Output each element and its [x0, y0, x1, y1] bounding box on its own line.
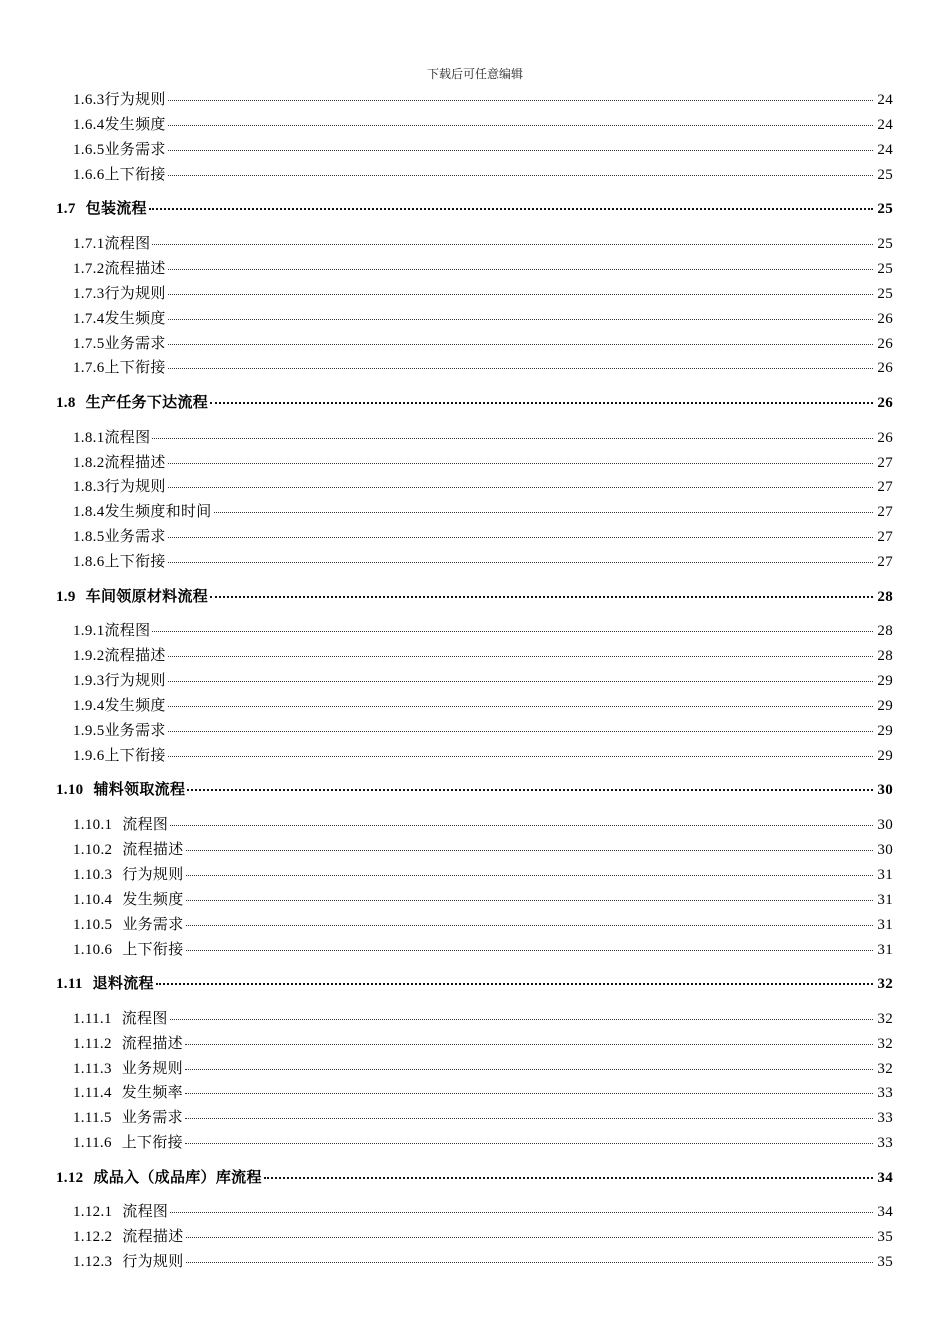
toc-page-number: 29 — [877, 747, 893, 764]
toc-page-number: 29 — [877, 698, 893, 714]
toc-dot-leader — [168, 546, 873, 566]
toc-entry-label: 发生频度 — [104, 698, 166, 714]
toc-subsection-entry[interactable] — [73, 809, 893, 835]
toc-subsection-entry[interactable] — [73, 471, 893, 497]
toc-dot-leader — [170, 1196, 873, 1216]
toc-entry-label: 包装流程 — [85, 201, 147, 218]
toc-dot-leader — [168, 447, 873, 467]
toc-subsection-entry[interactable] — [73, 328, 893, 354]
toc-subsection-entry[interactable] — [73, 909, 893, 935]
toc-dot-leader — [152, 228, 873, 248]
toc-dot-leader — [170, 1003, 873, 1023]
toc-entry-number: 1.6.6 — [73, 166, 105, 183]
toc-dot-leader — [168, 740, 873, 760]
toc-entry-number: 1.12.2 — [73, 1229, 113, 1246]
toc-entry-label: 流程描述 — [122, 841, 184, 858]
toc-entry-label: 发生频率 — [121, 1085, 183, 1102]
toc-entry-label: 行为规则 — [104, 92, 166, 108]
toc-subsection-entry[interactable] — [73, 253, 893, 279]
toc-entry-number: 1.9.2 — [73, 648, 105, 665]
toc-section-entry[interactable] — [56, 968, 893, 994]
toc-dot-leader — [185, 1127, 873, 1147]
toc-page-number: 27 — [877, 529, 893, 546]
toc-entry-number: 1.12 — [56, 1169, 84, 1186]
toc-page-number: 28 — [877, 623, 893, 640]
toc-page-number: 32 — [877, 1035, 893, 1052]
toc-entry-number: 1.9.3 — [73, 673, 105, 690]
toc-page-number: 26 — [877, 310, 893, 327]
toc-dot-leader — [170, 809, 873, 829]
toc-entry-label: 行为规则 — [122, 1254, 184, 1271]
toc-entry-number: 1.11.3 — [73, 1060, 112, 1077]
toc-entry-number: 1.6.5 — [73, 141, 105, 158]
toc-page-number: 35 — [877, 1254, 893, 1271]
toc-entry-label: 流程描述 — [122, 1229, 184, 1246]
toc-subsection-entry[interactable] — [73, 1102, 893, 1128]
toc-page-number: 31 — [877, 891, 893, 908]
toc-entry-number: 1.7.3 — [73, 285, 105, 302]
toc-subsection-entry[interactable] — [73, 834, 893, 860]
toc-subsection-entry[interactable] — [73, 1053, 893, 1079]
toc-entry-number: 1.12.3 — [73, 1254, 113, 1271]
toc-page-number: 30 — [877, 841, 893, 858]
toc-subsection-entry[interactable] — [73, 615, 893, 641]
toc-subsection-entry[interactable] — [73, 422, 893, 448]
toc-page-number: 24 — [877, 92, 893, 108]
toc-page-number: 31 — [877, 916, 893, 933]
toc-entry-label: 流程图 — [104, 623, 151, 640]
toc-subsection-entry[interactable] — [73, 665, 893, 691]
toc-dot-leader — [168, 84, 873, 104]
toc-entry-label: 上下衔接 — [104, 554, 166, 571]
toc-entry-label: 上下衔接 — [122, 941, 184, 958]
toc-dot-leader — [214, 496, 873, 516]
toc-dot-leader — [264, 1162, 873, 1182]
toc-page-number: 25 — [877, 285, 893, 302]
toc-section-entry[interactable] — [56, 1162, 893, 1188]
toc-entry-label: 退料流程 — [92, 976, 154, 993]
toc-entry-number: 1.12.1 — [73, 1204, 113, 1221]
toc-subsection-entry[interactable] — [73, 278, 893, 304]
toc-entry-label: 发生频度 — [104, 310, 166, 327]
toc-entry-label: 业务规则 — [121, 1060, 183, 1077]
toc-subsection-entry[interactable] — [73, 496, 893, 522]
toc-entry-label: 发生频度 — [122, 891, 184, 908]
toc-entry-number: 1.8.1 — [73, 429, 105, 446]
toc-entry-label: 流程描述 — [104, 454, 166, 471]
toc-dot-leader — [168, 521, 873, 541]
toc-entry-label: 行为规则 — [104, 673, 166, 690]
toc-dot-leader — [187, 774, 873, 794]
toc-subsection-entry[interactable] — [73, 352, 893, 378]
toc-entry-number: 1.10.4 — [73, 891, 113, 908]
toc-page-number: 25 — [877, 201, 893, 218]
toc-entry-number: 1.10.2 — [73, 841, 113, 858]
toc-entry-number: 1.10.5 — [73, 916, 113, 933]
toc-subsection-entry[interactable] — [73, 934, 893, 960]
toc-entry-label: 生产任务下达流程 — [85, 395, 209, 411]
toc-subsection-entry[interactable] — [73, 690, 893, 716]
toc-dot-leader — [185, 1053, 873, 1073]
toc-entry-label: 流程描述 — [121, 1035, 183, 1052]
toc-section-entry[interactable] — [56, 774, 893, 800]
toc-page-number: 29 — [877, 673, 893, 690]
toc-entry-label: 发生频度 — [104, 116, 166, 133]
toc-page-number: 27 — [877, 504, 893, 521]
toc-entry-number: 1.8.3 — [73, 479, 105, 496]
toc-entry-label: 上下衔接 — [104, 166, 166, 183]
toc-entry-number: 1.10 — [56, 782, 84, 799]
toc-dot-leader — [186, 834, 873, 854]
toc-page-number: 29 — [877, 722, 893, 739]
toc-subsection-entry[interactable] — [73, 1003, 893, 1029]
toc-dot-leader — [186, 934, 873, 954]
toc-entry-label: 行为规则 — [122, 866, 184, 883]
toc-entry-number: 1.7.4 — [73, 310, 105, 327]
toc-dot-leader — [168, 665, 873, 685]
toc-entry-number: 1.9 — [56, 588, 76, 605]
toc-dot-leader — [210, 581, 873, 601]
toc-page-number: 26 — [877, 429, 893, 446]
toc-subsection-entry[interactable] — [73, 228, 893, 254]
toc-entry-label: 辅料领取流程 — [93, 782, 186, 799]
toc-page-number: 24 — [877, 141, 893, 158]
toc-entry-label: 发生频度和时间 — [104, 504, 212, 521]
toc-subsection-entry[interactable] — [73, 640, 893, 666]
toc-page-number: 34 — [877, 1169, 893, 1186]
toc-dot-leader — [186, 1221, 873, 1241]
toc-subsection-entry[interactable] — [73, 1196, 893, 1222]
toc-entry-number: 1.8 — [56, 395, 76, 411]
toc-page-number: 27 — [877, 479, 893, 496]
toc-page-number: 33 — [877, 1110, 893, 1127]
toc-page-number: 31 — [877, 866, 893, 883]
toc-dot-leader — [168, 328, 873, 348]
toc-subsection-entry[interactable] — [73, 740, 893, 766]
toc-dot-leader — [186, 884, 873, 904]
toc-entry-label: 流程描述 — [104, 260, 166, 277]
toc-entry-label: 流程图 — [104, 235, 151, 252]
toc-entry-number: 1.7.1 — [73, 235, 105, 252]
toc-entry-label: 流程图 — [122, 817, 169, 833]
toc-dot-leader — [168, 109, 873, 129]
toc-dot-leader — [168, 690, 873, 710]
toc-page-number: 30 — [877, 817, 893, 833]
toc-entry-number: 1.9.5 — [73, 722, 105, 739]
toc-entry-number: 1.11.6 — [73, 1135, 112, 1152]
toc-dot-leader — [168, 352, 873, 372]
toc-entry-label: 成品入（成品库）库流程 — [93, 1169, 262, 1186]
toc-subsection-entry[interactable] — [73, 521, 893, 547]
toc-subsection-entry[interactable] — [73, 303, 893, 329]
toc-subsection-entry[interactable] — [73, 109, 893, 135]
header-text: 下载后可任意编辑 — [426, 67, 523, 81]
toc-entry-number: 1.11.4 — [73, 1085, 112, 1102]
toc-dot-leader — [168, 303, 873, 323]
toc-page-number: 35 — [877, 1229, 893, 1246]
toc-dot-leader — [168, 134, 873, 154]
toc-page-number: 25 — [877, 166, 893, 183]
toc-dot-leader — [168, 715, 873, 735]
toc-entry-number: 1.7.6 — [73, 360, 105, 377]
toc-entry-label: 上下衔接 — [104, 360, 166, 377]
toc-subsection-entry[interactable] — [73, 715, 893, 741]
toc-page-number: 25 — [877, 235, 893, 252]
toc-subsection-entry[interactable] — [73, 859, 893, 885]
toc-dot-leader — [186, 909, 873, 929]
toc-section-entry[interactable] — [56, 581, 893, 607]
toc-entry-number: 1.9.1 — [73, 623, 105, 640]
toc-entry-label: 业务需求 — [104, 141, 166, 158]
toc-dot-leader — [168, 471, 873, 491]
toc-page-number: 30 — [877, 782, 893, 799]
toc-page-number: 26 — [877, 360, 893, 377]
toc-entry-number: 1.11.2 — [73, 1035, 112, 1052]
toc-subsection-entry[interactable] — [73, 1127, 893, 1153]
toc-page-number: 31 — [877, 941, 893, 958]
toc-dot-leader — [152, 615, 873, 635]
toc-page-number: 33 — [877, 1135, 893, 1152]
toc-dot-leader — [186, 859, 873, 879]
toc-entry-label: 行为规则 — [104, 479, 166, 496]
toc-subsection-entry[interactable] — [73, 1077, 893, 1103]
toc-entry-label: 业务需求 — [104, 529, 166, 546]
toc-page-number: 27 — [877, 454, 893, 471]
toc-page-number: 26 — [877, 395, 893, 411]
toc-subsection-entry[interactable] — [73, 1028, 893, 1054]
toc-page-number: 33 — [877, 1085, 893, 1102]
toc-entry-number: 1.7.5 — [73, 335, 105, 352]
toc-subsection-entry[interactable] — [73, 1246, 893, 1272]
toc-entry-number: 1.8.4 — [73, 504, 105, 521]
toc-entry-label: 上下衔接 — [104, 747, 166, 764]
toc-entry-number: 1.6.3 — [73, 92, 105, 108]
toc-section-entry[interactable] — [56, 387, 893, 413]
toc-page-number: 24 — [877, 116, 893, 133]
toc-dot-leader — [149, 193, 873, 213]
toc-entry-number: 1.6.4 — [73, 116, 105, 133]
toc-dot-leader — [156, 968, 873, 988]
toc-entry-number: 1.10.6 — [73, 941, 113, 958]
toc-dot-leader — [168, 640, 873, 660]
toc-subsection-entry[interactable] — [73, 1221, 893, 1247]
toc-entry-label: 流程图 — [121, 1010, 168, 1027]
toc-dot-leader — [168, 253, 873, 273]
toc-entry-number: 1.11.1 — [73, 1010, 112, 1027]
toc-entry-number: 1.11.5 — [73, 1110, 112, 1127]
toc-section-entry[interactable] — [56, 193, 893, 219]
toc-subsection-entry[interactable] — [73, 134, 893, 160]
toc-entry-label: 流程图 — [122, 1204, 169, 1221]
toc-page-number: 32 — [877, 1010, 893, 1027]
toc-dot-leader — [210, 387, 873, 407]
toc-entry-label: 流程描述 — [104, 648, 166, 665]
toc-entry-label: 流程图 — [104, 429, 151, 446]
toc-entry-label: 业务需求 — [104, 335, 166, 352]
toc-page-number: 34 — [877, 1204, 893, 1221]
toc-entry-number: 1.9.4 — [73, 698, 105, 714]
toc-entry-number: 1.10.1 — [73, 817, 113, 833]
toc-entry-number: 1.9.6 — [73, 747, 105, 764]
toc-dot-leader — [185, 1077, 873, 1097]
toc-entry-number: 1.8.2 — [73, 454, 105, 471]
toc-dot-leader — [168, 278, 873, 298]
toc-page-number: 28 — [877, 648, 893, 665]
toc-entry-number: 1.7.2 — [73, 260, 105, 277]
toc-subsection-entry[interactable] — [73, 84, 893, 110]
toc-entry-number: 1.8.5 — [73, 529, 105, 546]
toc-dot-leader — [168, 159, 873, 179]
toc-page-number: 32 — [877, 1060, 893, 1077]
toc-entry-label: 业务需求 — [122, 916, 184, 933]
toc-entry-number: 1.8.6 — [73, 554, 105, 571]
toc-subsection-entry[interactable] — [73, 447, 893, 473]
toc-page-number: 32 — [877, 976, 893, 993]
toc-entry-label: 车间领原材料流程 — [85, 588, 209, 605]
toc-page-number: 27 — [877, 554, 893, 571]
toc-dot-leader — [185, 1102, 873, 1122]
toc-page-number: 28 — [877, 588, 893, 605]
toc-entry-number: 1.10.3 — [73, 866, 113, 883]
toc-dot-leader — [152, 422, 873, 442]
toc-entry-label: 业务需求 — [104, 722, 166, 739]
toc-entry-label: 上下衔接 — [121, 1135, 183, 1152]
toc-subsection-entry[interactable] — [73, 546, 893, 572]
toc-entry-number: 1.7 — [56, 201, 76, 218]
toc-dot-leader — [186, 1246, 873, 1266]
page-header — [0, 66, 950, 82]
toc-page-number: 26 — [877, 335, 893, 352]
toc-subsection-entry[interactable] — [73, 884, 893, 910]
toc-entry-label: 业务需求 — [121, 1110, 183, 1127]
toc-entry-label: 行为规则 — [104, 285, 166, 302]
toc-subsection-entry[interactable] — [73, 159, 893, 185]
toc-page-number: 25 — [877, 260, 893, 277]
toc-entry-number: 1.11 — [56, 976, 83, 993]
toc-dot-leader — [185, 1028, 873, 1048]
